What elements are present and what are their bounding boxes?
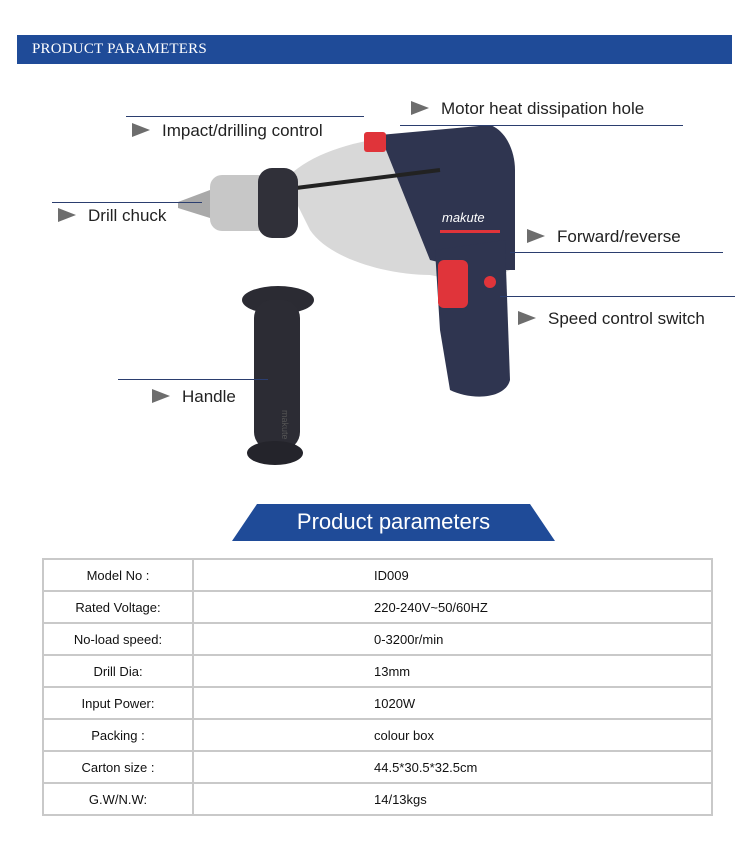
drill-illustration	[170, 110, 530, 490]
table-row	[43, 687, 712, 719]
callout-line-motor	[400, 125, 683, 126]
callout-forward-reverse: Forward/reverse	[527, 227, 681, 247]
param-value: 220-240V~50/60HZ	[193, 591, 712, 623]
param-label: Drill Dia:	[43, 655, 193, 687]
param-label: Packing :	[43, 719, 193, 751]
callout-line-handle	[118, 379, 268, 380]
param-label: Input Power:	[43, 687, 193, 719]
callout-arrow-icon	[58, 208, 76, 222]
param-label: G.W/N.W:	[43, 783, 193, 815]
param-value: ID009	[193, 559, 712, 591]
handle-brand: makute	[280, 410, 290, 440]
param-value: 0-3200r/min	[193, 623, 712, 655]
callout-motor-heat: Motor heat dissipation hole	[411, 99, 644, 119]
forward-reverse-button	[484, 276, 496, 288]
param-label: Rated Voltage:	[43, 591, 193, 623]
table-row	[43, 559, 712, 591]
params-table	[42, 558, 713, 816]
section-header-title: PRODUCT PARAMETERS	[32, 41, 207, 57]
side-handle	[254, 300, 300, 450]
callout-line-chuck	[52, 202, 202, 203]
callout-line-forward	[510, 252, 723, 253]
callout-line-speed	[500, 296, 735, 297]
callout-arrow-icon	[527, 229, 545, 243]
param-label: Model No :	[43, 559, 193, 591]
impact-switch	[364, 132, 386, 152]
params-banner-title: Product parameters	[296, 509, 491, 534]
product-image-drill	[170, 110, 530, 490]
param-label: No-load speed:	[43, 623, 193, 655]
section-header	[17, 35, 732, 64]
callout-speed-switch: Speed control switch	[518, 309, 705, 329]
params-banner	[232, 504, 555, 541]
table-row	[43, 591, 712, 623]
callout-drill-chuck: Drill chuck	[58, 206, 166, 226]
table-row	[43, 751, 712, 783]
callout-impact-control: Impact/drilling control	[132, 121, 323, 141]
callout-arrow-icon	[518, 311, 536, 325]
callout-arrow-icon	[152, 389, 170, 403]
table-row	[43, 719, 712, 751]
param-value: 14/13kgs	[193, 783, 712, 815]
drill-brand: makute	[442, 210, 485, 225]
callout-handle: Handle	[152, 387, 236, 407]
callout-arrow-icon	[132, 123, 150, 137]
param-value: 1020W	[193, 687, 712, 719]
trigger-switch	[438, 260, 468, 308]
callout-arrow-icon	[411, 101, 429, 115]
table-row	[43, 655, 712, 687]
param-label: Carton size :	[43, 751, 193, 783]
param-value: colour box	[193, 719, 712, 751]
table-row	[43, 783, 712, 815]
callout-line-impact	[126, 116, 364, 117]
param-value: 13mm	[193, 655, 712, 687]
table-row	[43, 623, 712, 655]
param-value: 44.5*30.5*32.5cm	[193, 751, 712, 783]
